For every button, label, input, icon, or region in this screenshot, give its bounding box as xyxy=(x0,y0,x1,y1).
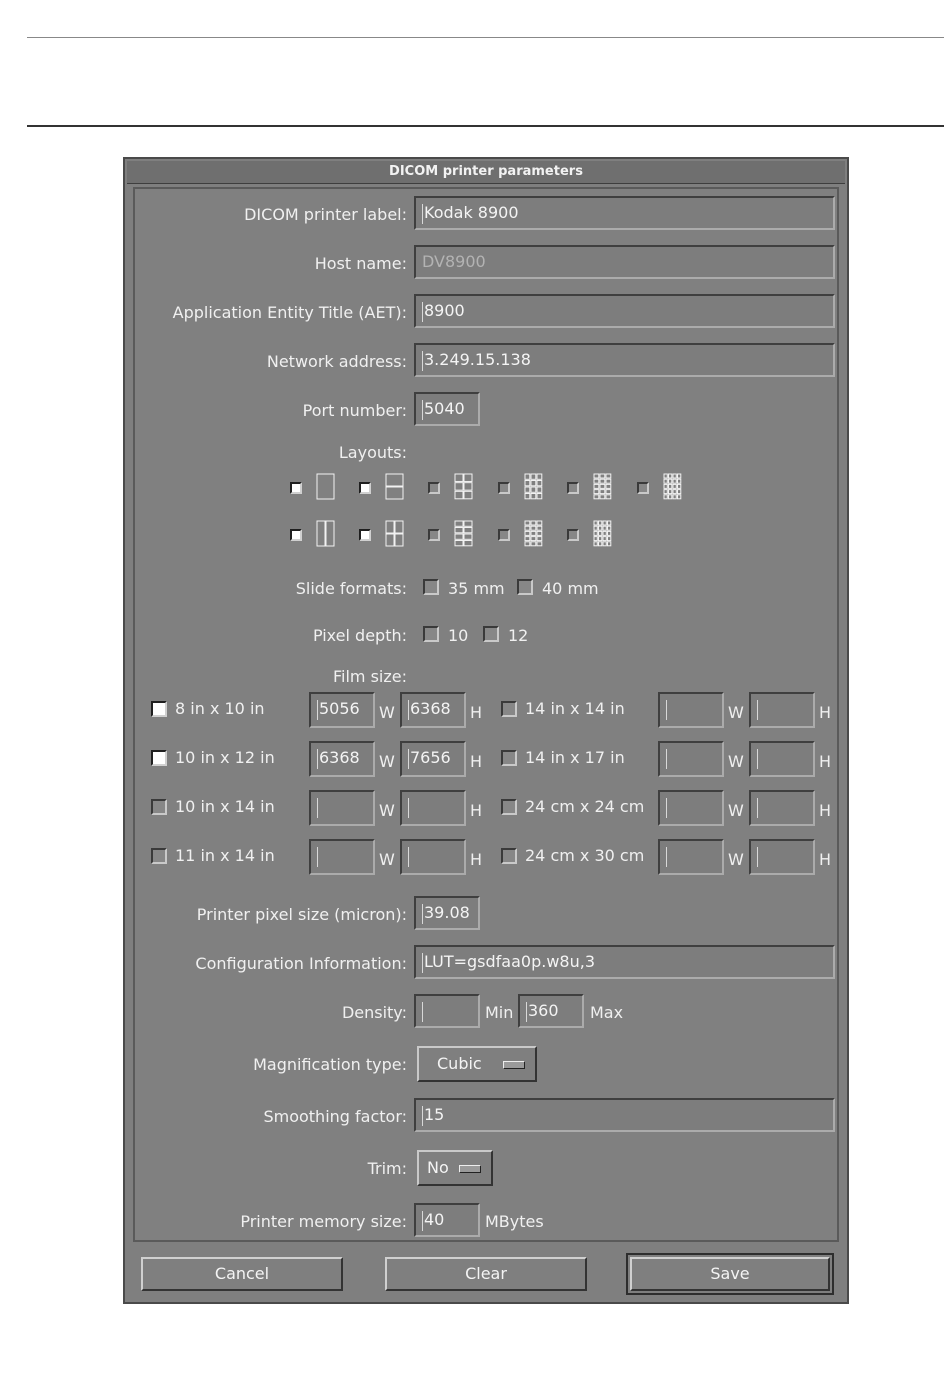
port-number-label: Port number: xyxy=(302,401,407,420)
height-label: H xyxy=(470,752,483,771)
height-label: H xyxy=(819,801,832,820)
film-10-in-x-12-in-label: 10 in x 12 in xyxy=(175,748,275,767)
film-14-in-x-14-in-height-field[interactable] xyxy=(749,692,815,728)
clear-button[interactable]: Clear xyxy=(385,1257,587,1291)
text-caret xyxy=(408,798,409,818)
top-rule xyxy=(27,37,944,38)
layout-2x2-icon xyxy=(385,520,405,548)
width-label: W xyxy=(728,703,744,722)
film-11-in-x-14-in-checkbox[interactable] xyxy=(151,848,167,864)
layout-4x5-checkbox[interactable] xyxy=(567,529,579,541)
text-caret xyxy=(666,798,667,818)
option-menu-indicator-icon xyxy=(459,1165,481,1173)
text-caret xyxy=(757,700,758,720)
layout-2x4-icon xyxy=(454,520,474,548)
film-14-in-x-14-in-checkbox[interactable] xyxy=(501,701,517,717)
layout-1x1-checkbox[interactable] xyxy=(290,482,302,494)
height-label: H xyxy=(470,801,483,820)
smoothing-field[interactable] xyxy=(414,1098,835,1132)
film-width-value: 6368 xyxy=(319,748,360,767)
text-caret xyxy=(317,847,318,867)
film-11-in-x-14-in-height-field[interactable] xyxy=(400,839,466,875)
layout-4x5-checkbox[interactable] xyxy=(637,482,649,494)
height-label: H xyxy=(819,850,832,869)
width-label: W xyxy=(728,752,744,771)
host-name-label: Host name: xyxy=(314,254,407,273)
film-24-cm-x-30-cm-width-field[interactable] xyxy=(658,839,724,875)
film-height-value: 7656 xyxy=(410,748,451,767)
depth-10-label: 10 xyxy=(448,626,469,645)
film-11-in-x-14-in-width-field[interactable] xyxy=(309,839,375,875)
film-10-in-x-12-in-height-field[interactable] xyxy=(400,741,466,777)
layout-1x1-icon xyxy=(316,473,336,501)
text-caret xyxy=(408,847,409,867)
film-8-in-x-10-in-label: 8 in x 10 in xyxy=(175,699,265,718)
layout-3x5-icon xyxy=(524,520,544,548)
config-info-label: Configuration Information: xyxy=(195,954,407,973)
aet-field[interactable] xyxy=(414,294,835,328)
film-24-cm-x-24-cm-label: 24 cm x 24 cm xyxy=(525,797,645,816)
height-label: H xyxy=(819,752,832,771)
memory-label: Printer memory size: xyxy=(240,1212,407,1231)
width-label: W xyxy=(728,850,744,869)
pixel-size-field[interactable] xyxy=(414,896,480,930)
text-caret xyxy=(666,749,667,769)
density-max-field[interactable] xyxy=(518,994,584,1028)
film-14-in-x-14-in-label: 14 in x 14 in xyxy=(525,699,625,718)
layout-3x4-checkbox[interactable] xyxy=(498,482,510,494)
memory-value: 40 xyxy=(424,1210,445,1229)
film-10-in-x-14-in-checkbox[interactable] xyxy=(151,799,167,815)
layout-2x3-icon xyxy=(454,473,474,501)
density-label: Density: xyxy=(341,1003,407,1022)
host-name-field[interactable] xyxy=(414,245,835,279)
trim-menu[interactable] xyxy=(417,1150,493,1186)
config-info-value: LUT=gsdfaa0p.w8u,3 xyxy=(424,952,595,971)
printer-label-label: DICOM printer label: xyxy=(244,205,407,224)
slide-40mm-checkbox[interactable] xyxy=(517,579,533,595)
film-10-in-x-14-in-width-field[interactable] xyxy=(309,790,375,826)
film-24-cm-x-24-cm-width-field[interactable] xyxy=(658,790,724,826)
text-caret xyxy=(317,700,318,720)
network-address-field[interactable] xyxy=(414,343,835,377)
layout-3x5-checkbox[interactable] xyxy=(498,529,510,541)
layouts-label: Layouts: xyxy=(338,443,407,462)
text-caret xyxy=(757,749,758,769)
film-10-in-x-14-in-label: 10 in x 14 in xyxy=(175,797,275,816)
text-caret xyxy=(666,847,667,867)
trim-label: Trim: xyxy=(367,1159,407,1178)
film-24-cm-x-24-cm-height-field[interactable] xyxy=(749,790,815,826)
aet-label: Application Entity Title (AET): xyxy=(172,303,407,322)
cancel-button[interactable]: Cancel xyxy=(141,1257,343,1291)
density-min-label: Min xyxy=(485,1003,514,1022)
text-caret xyxy=(757,847,758,867)
density-max-label: Max xyxy=(590,1003,624,1022)
host-name-value: DV8900 xyxy=(422,252,486,271)
film-width-value: 5056 xyxy=(319,699,360,718)
printer-label-value: Kodak 8900 xyxy=(424,203,519,222)
film-10-in-x-12-in-checkbox[interactable] xyxy=(151,750,167,766)
slide-40mm-label: 40 mm xyxy=(542,579,599,598)
pixel-size-value: 39.08 xyxy=(424,903,470,922)
layout-3x5-icon xyxy=(593,473,613,501)
text-caret xyxy=(317,749,318,769)
depth-12-label: 12 xyxy=(508,626,529,645)
depth-12-checkbox[interactable] xyxy=(483,626,499,642)
network-address-label: Network address: xyxy=(266,352,407,371)
film-11-in-x-14-in-label: 11 in x 14 in xyxy=(175,846,275,865)
aet-value: 8900 xyxy=(424,301,465,320)
layout-1x2-icon xyxy=(385,473,405,501)
film-14-in-x-14-in-width-field[interactable] xyxy=(658,692,724,728)
smoothing-label: Smoothing factor: xyxy=(263,1107,407,1126)
window-title: DICOM printer parameters xyxy=(127,161,845,184)
depth-10-checkbox[interactable] xyxy=(423,626,439,642)
film-14-in-x-17-in-height-field[interactable] xyxy=(749,741,815,777)
pixel-depth-label: Pixel depth: xyxy=(312,626,407,645)
magnification-value: Cubic xyxy=(437,1054,482,1073)
layout-2x3-checkbox[interactable] xyxy=(428,482,440,494)
slide-35mm-checkbox[interactable] xyxy=(423,579,439,595)
parameters-panel xyxy=(133,187,839,1242)
smoothing-value: 15 xyxy=(424,1105,445,1124)
layout-4x5-icon xyxy=(663,473,683,501)
layout-2x1-icon xyxy=(316,520,336,548)
layout-4x5-icon xyxy=(593,520,613,548)
save-button[interactable]: Save xyxy=(630,1257,830,1291)
slide-formats-label: Slide formats: xyxy=(295,579,407,598)
film-size-label: Film size: xyxy=(332,667,407,686)
width-label: W xyxy=(379,850,395,869)
port-number-field[interactable] xyxy=(414,392,480,426)
port-number-value: 5040 xyxy=(424,399,465,418)
network-address-value: 3.249.15.138 xyxy=(424,350,531,369)
text-caret xyxy=(408,700,409,720)
layout-3x5-checkbox[interactable] xyxy=(567,482,579,494)
film-14-in-x-17-in-width-field[interactable] xyxy=(658,741,724,777)
density-min-field[interactable] xyxy=(414,994,480,1028)
height-label: H xyxy=(470,850,483,869)
film-10-in-x-12-in-width-field[interactable] xyxy=(309,741,375,777)
height-label: H xyxy=(470,703,483,722)
text-caret xyxy=(666,700,667,720)
text-caret xyxy=(757,798,758,818)
width-label: W xyxy=(379,801,395,820)
film-height-value: 6368 xyxy=(410,699,451,718)
film-14-in-x-17-in-checkbox[interactable] xyxy=(501,750,517,766)
memory-field[interactable] xyxy=(414,1203,480,1237)
layout-2x4-checkbox[interactable] xyxy=(428,529,440,541)
layout-3x4-icon xyxy=(524,473,544,501)
density-max-value: 360 xyxy=(528,1001,559,1020)
pixel-size-label: Printer pixel size (micron): xyxy=(196,905,407,924)
width-label: W xyxy=(379,752,395,771)
header-rule xyxy=(27,125,944,127)
text-caret xyxy=(317,798,318,818)
layout-2x2-checkbox[interactable] xyxy=(359,529,371,541)
magnification-menu[interactable] xyxy=(417,1046,537,1082)
layout-2x1-checkbox[interactable] xyxy=(290,529,302,541)
trim-value: No xyxy=(427,1158,449,1177)
film-24-cm-x-30-cm-checkbox[interactable] xyxy=(501,848,517,864)
film-24-cm-x-30-cm-label: 24 cm x 30 cm xyxy=(525,846,645,865)
memory-unit: MBytes xyxy=(485,1212,544,1231)
width-label: W xyxy=(728,801,744,820)
height-label: H xyxy=(819,703,832,722)
film-8-in-x-10-in-height-field[interactable] xyxy=(400,692,466,728)
layout-1x2-checkbox[interactable] xyxy=(359,482,371,494)
slide-35mm-label: 35 mm xyxy=(448,579,505,598)
option-menu-indicator-icon xyxy=(503,1061,525,1069)
film-8-in-x-10-in-width-field[interactable] xyxy=(309,692,375,728)
film-24-cm-x-24-cm-checkbox[interactable] xyxy=(501,799,517,815)
printer-label-field[interactable] xyxy=(414,196,835,230)
config-info-field[interactable] xyxy=(414,945,835,979)
magnification-label: Magnification type: xyxy=(253,1055,407,1074)
film-8-in-x-10-in-checkbox[interactable] xyxy=(151,701,167,717)
film-14-in-x-17-in-label: 14 in x 17 in xyxy=(525,748,625,767)
film-24-cm-x-30-cm-height-field[interactable] xyxy=(749,839,815,875)
width-label: W xyxy=(379,703,395,722)
film-10-in-x-14-in-height-field[interactable] xyxy=(400,790,466,826)
dicom-printer-dialog xyxy=(123,157,849,1304)
text-caret xyxy=(408,749,409,769)
